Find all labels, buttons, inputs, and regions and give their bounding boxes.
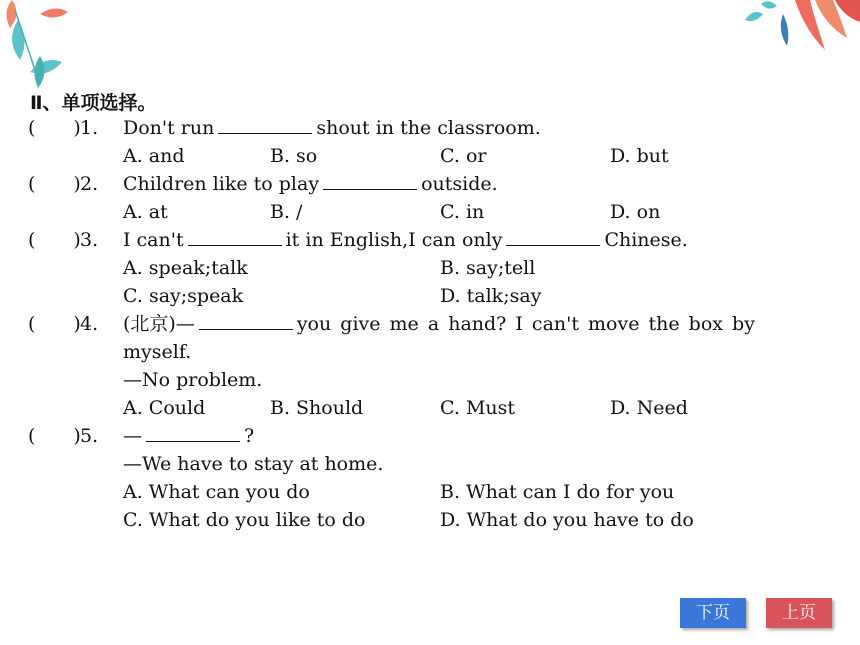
question-stem (123, 226, 688, 254)
stem-text: (北京)— (123, 313, 195, 335)
option-b: B. so (270, 145, 318, 167)
next-page-button[interactable]: 下页 (680, 598, 746, 628)
answer-paren: ( ) (28, 425, 81, 447)
option-b: B. / (270, 201, 303, 223)
leaf-decoration-top-right (735, 0, 860, 70)
question-stem (123, 422, 254, 450)
option-c: C. What do you like to do (123, 509, 366, 531)
question-number: 4. (80, 313, 99, 335)
question-stem (123, 310, 755, 338)
answer-blank (188, 227, 282, 246)
answer-blank (218, 115, 312, 134)
option-d: D. on (610, 201, 661, 223)
option-c: C. say;speak (123, 285, 244, 307)
stem-text: Don't run (123, 117, 215, 139)
option-a: A. What can you do (123, 481, 310, 503)
stem-text: — (123, 425, 142, 447)
question-stem (123, 170, 498, 198)
option-c: C. in (440, 201, 485, 223)
option-a: A. Could (123, 397, 206, 419)
option-d: D. Need (610, 397, 688, 419)
answer-blank (146, 423, 240, 442)
question-number: 3. (80, 229, 99, 251)
leaf-decoration-top-left (0, 0, 90, 95)
stem-text: Chinese. (604, 229, 688, 251)
dialogue-reply: —We have to stay at home. (123, 453, 384, 475)
question-number: 1. (80, 117, 99, 139)
option-d: D. What do you have to do (440, 509, 694, 531)
stem-continuation: myself. (123, 341, 192, 363)
option-d: D. talk;say (440, 285, 542, 307)
answer-paren: ( ) (28, 313, 81, 335)
question-number: 2. (80, 173, 99, 195)
option-c: C. or (440, 145, 487, 167)
stem-text: I can't (123, 229, 184, 251)
option-b: B. What can I do for you (440, 481, 675, 503)
previous-page-button[interactable]: 上页 (766, 598, 832, 628)
stem-text: shout in the classroom. (316, 117, 541, 139)
answer-blank (506, 227, 600, 246)
stem-text: ? (244, 425, 255, 447)
answer-blank (199, 311, 293, 330)
option-b: B. say;tell (440, 257, 536, 279)
stem-text: it in English,I can only (285, 229, 503, 251)
option-a: A. and (123, 145, 185, 167)
answer-blank (323, 171, 417, 190)
answer-paren: ( ) (28, 117, 81, 139)
dialogue-reply: —No problem. (123, 369, 263, 391)
answer-paren: ( ) (28, 229, 81, 251)
question-number: 5. (80, 425, 99, 447)
stem-text: Children like to play (123, 173, 320, 195)
option-a: A. at (123, 201, 168, 223)
stem-text: you give me a hand? I can't move the box by (296, 313, 755, 335)
question-stem (123, 114, 541, 142)
option-d: D. but (610, 145, 669, 167)
section-title: Ⅱ、单项选择。 (30, 92, 157, 114)
option-c: C. Must (440, 397, 516, 419)
stem-text: outside. (421, 173, 498, 195)
option-a: A. speak;talk (123, 257, 248, 279)
option-b: B. Should (270, 397, 364, 419)
answer-paren: ( ) (28, 173, 81, 195)
